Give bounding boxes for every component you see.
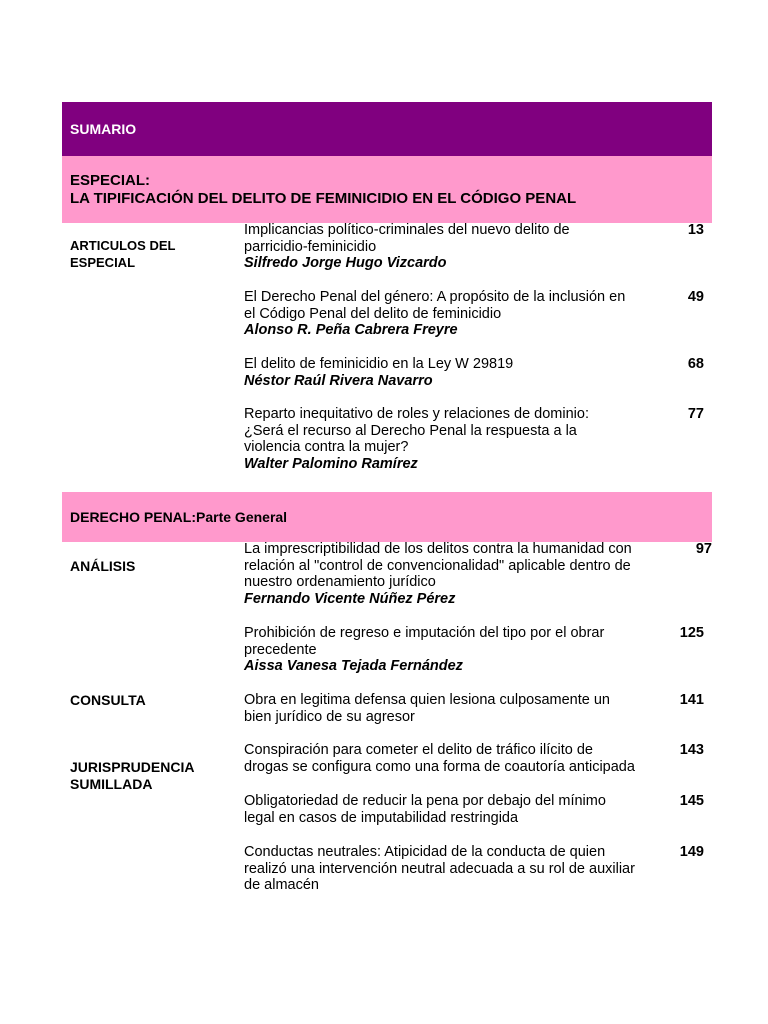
entry-page-number: 125 [679, 625, 704, 641]
entry-page-number: 145 [679, 793, 704, 809]
toc-entry [244, 625, 664, 675]
entry-title-line: precedente [244, 641, 317, 658]
entry-title-line: el Código Penal del delito de feminicidio [244, 305, 502, 322]
especial-title: LA TIPIFICACIÓN DEL DELITO DE FEMINICIDIO EN EL CÓDIGO PENAL [70, 190, 577, 207]
entry-author: Alonso R. Peña Cabrera Freyre [244, 322, 458, 338]
toc-entry [244, 356, 664, 390]
derecho-penal-subtitle: Parte General [196, 509, 288, 525]
toc-entry [244, 692, 664, 725]
derecho-penal-label: DERECHO PENAL: [70, 509, 197, 525]
entry-page-number: 49 [687, 289, 704, 305]
entry-page-number: 97 [695, 541, 712, 557]
entry-title-line: Prohibición de regreso e imputación del tipo por el obrar [244, 625, 605, 641]
entry-author: Néstor Raúl Rivera Navarro [244, 372, 433, 389]
entry-title-line: La imprescriptibilidad de los delitos contra la humanidad con [244, 541, 632, 557]
entry-title-line: Obligatoriedad de reducir la pena por debajo del mínimo [244, 793, 606, 809]
especial-label: ESPECIAL: [70, 172, 151, 189]
toc-entry [244, 406, 664, 473]
entry-title-line: Reparto inequitativo de roles y relaciones de dominio: [244, 406, 589, 422]
entry-author: Fernando Vicente Núñez Pérez [244, 590, 456, 607]
entry-author: Walter Palomino Ramírez [244, 455, 418, 472]
toc-entry [244, 844, 664, 894]
section-label-consulta: CONSULTA [70, 692, 146, 708]
entry-title-line: Obra en legitima defensa quien lesiona culposamente un [244, 692, 610, 708]
derecho-penal-header [62, 492, 712, 542]
entry-title-line: ¿Será el recurso al Derecho Penal la respuesta a la [244, 422, 577, 439]
especial-header [62, 156, 712, 223]
entry-title-line: de almacén [244, 877, 319, 893]
toc-entry [244, 742, 664, 775]
entry-page-number: 143 [679, 742, 704, 758]
entry-title-line: drogas se configura como una forma de coautoría anticipada [244, 758, 635, 775]
entry-title-line: parricidio-feminicidio [244, 238, 377, 255]
entry-title-line: bien jurídico de su agresor [244, 708, 415, 725]
entry-author: Silfredo Jorge Hugo Vizcardo [244, 255, 447, 271]
toc-entry [244, 541, 664, 608]
toc-entry [244, 222, 664, 272]
section-label-analisis: ANÁLISIS [70, 558, 136, 574]
toc-entry [244, 289, 664, 339]
entry-page-number: 13 [687, 222, 704, 238]
sumario-title: SUMARIO [70, 121, 137, 137]
entry-page-number: 77 [687, 406, 704, 422]
entry-title-line: El Derecho Penal del género: A propósito de la inclusión en [244, 289, 626, 305]
entry-title-line: legal en casos de imputabilidad restringida [244, 809, 519, 826]
entry-page-number: 68 [687, 356, 704, 372]
entry-title-line: realizó una intervención neutral adecuada a su rol de auxiliar [244, 860, 635, 877]
entry-title-line: nuestro ordenamiento jurídico [244, 574, 436, 590]
entry-title-line: violencia contra la mujer? [244, 439, 409, 455]
section-label-jurisprudencia: JURISPRUDENCIA SUMILLADA [70, 759, 195, 792]
entry-title-line: El delito de feminicidio en la Ley W 29819 [244, 356, 514, 372]
entry-page-number: 141 [679, 692, 704, 708]
entry-author: Aissa Vanesa Tejada Fernández [244, 658, 463, 674]
entry-title-line: Implicancias político-criminales del nuevo delito de [244, 222, 570, 238]
entry-title-line: Conspiración para cometer el delito de tráfico ilícito de [244, 742, 593, 758]
entry-title-line: Conductas neutrales: Atipicidad de la conducta de quien [244, 844, 606, 860]
sumario-header [62, 102, 712, 156]
section-label-articulos: ARTICULOS DEL ESPECIAL [70, 238, 176, 270]
entry-title-line: relación al "control de convencionalidad" aplicable dentro de [244, 557, 631, 574]
toc-entry [244, 793, 664, 826]
entry-page-number: 149 [679, 844, 704, 860]
